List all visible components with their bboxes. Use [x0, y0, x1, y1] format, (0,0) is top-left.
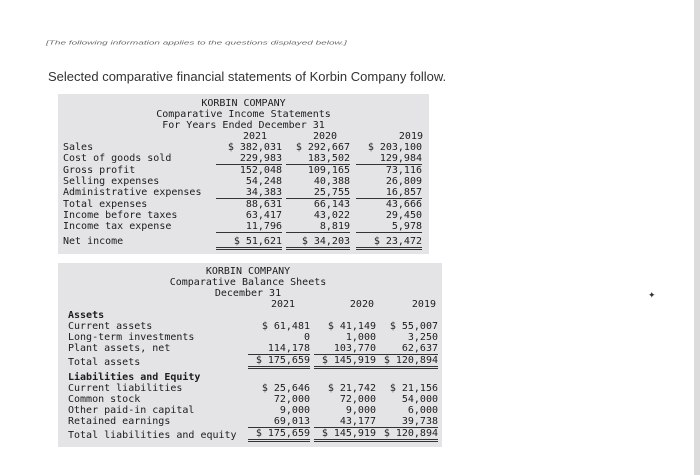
income-value: 129,984 [356, 153, 422, 165]
income-value: 43,666 [385, 199, 422, 210]
balance-value: $ 25,646 [261, 383, 310, 394]
income-value: 34,383 [216, 187, 282, 199]
balance-value: 0 [303, 332, 310, 343]
balance-row-label: Other paid-in capital [68, 405, 195, 416]
balance-value: $ 175,659 [248, 355, 310, 369]
income-value: 8,819 [286, 221, 350, 233]
income-value: $ 23,472 [356, 236, 422, 250]
income-value: 26,809 [385, 176, 422, 187]
income-value: 43,022 [313, 210, 350, 221]
balance-value: 69,013 [248, 416, 310, 428]
balance-row-label: Current assets [68, 321, 153, 332]
balance-value: 3,250 [407, 332, 438, 343]
income-value: 25,755 [286, 187, 350, 199]
income-value: 54,248 [245, 176, 282, 187]
balance-row-label: Plant assets, net [68, 343, 171, 354]
income-year-2020: 2020 [312, 131, 338, 142]
income-row-label: Gross profit [63, 165, 136, 176]
income-row-label: Cost of goods sold [63, 153, 172, 164]
balance-row-label: Retained earnings [68, 416, 171, 427]
income-year-2021: 2021 [242, 131, 268, 142]
balance-value: 9,000 [279, 405, 310, 416]
income-value: $ 34,203 [286, 236, 350, 250]
income-statement-subtitle: For Years Ended December 31 [162, 120, 325, 131]
income-value: 183,502 [286, 153, 350, 165]
balance-value: $ 120,894 [376, 428, 438, 442]
balance-value: 9,000 [345, 405, 376, 416]
cut-off-instruction-text: [The following information applies to the questions displayed below.] [46, 40, 347, 47]
balance-value: 6,000 [407, 405, 438, 416]
income-row-label: Selling expenses [63, 176, 160, 187]
balance-company-name: KORBIN COMPANY [205, 266, 291, 277]
balance-value: $ 145,919 [314, 355, 376, 369]
balance-sheet-title: Comparative Balance Sheets [169, 277, 327, 288]
income-value: $ 203,100 [367, 142, 422, 153]
balance-value: $ 145,919 [314, 428, 376, 442]
income-company-name: KORBIN COMPANY [201, 98, 286, 109]
income-value: 109,165 [307, 165, 350, 176]
balance-value: 39,738 [376, 416, 438, 428]
income-value: 29,450 [385, 210, 422, 221]
balance-value: 114,178 [248, 343, 310, 355]
income-value: 40,388 [313, 176, 350, 187]
balance-row-label: Common stock [68, 394, 141, 405]
balance-value: $ 61,481 [261, 321, 310, 332]
balance-value: $ 21,156 [389, 383, 438, 394]
income-year-2019: 2019 [398, 131, 423, 142]
income-row-label: Sales [63, 142, 94, 153]
income-value: 63,417 [245, 210, 282, 221]
income-statement-title: Comparative Income Statements [156, 109, 331, 120]
balance-value: 62,637 [376, 343, 438, 355]
income-row-label: Income tax expense [63, 221, 172, 232]
balance-year-2021: 2021 [270, 299, 296, 310]
liabilities-equity-heading: Liabilities and Equity [68, 372, 201, 383]
income-value: $ 51,621 [216, 236, 282, 250]
balance-row-label: Total assets [68, 357, 141, 368]
assets-heading: Assets [68, 310, 105, 321]
balance-value: 72,000 [339, 394, 376, 405]
balance-sheet-subtitle: December 31 [214, 288, 282, 299]
balance-value: 43,177 [314, 416, 376, 428]
income-row-label: Administrative expenses [63, 187, 202, 198]
balance-value: 103,770 [314, 343, 376, 355]
income-statement-panel [58, 94, 429, 254]
balance-value: $ 120,894 [376, 355, 438, 369]
income-row-label: Total expenses [63, 199, 148, 210]
balance-value: 54,000 [401, 394, 438, 405]
income-value: 73,116 [385, 165, 422, 176]
balance-row-label: Total liabilities and equity [68, 430, 237, 441]
income-value: 229,983 [216, 153, 282, 165]
pointer-cursor-icon: ✦ [648, 290, 656, 300]
income-row-label: Net income [63, 236, 124, 247]
income-value: 152,048 [239, 165, 282, 176]
income-value: 66,143 [313, 199, 350, 210]
balance-row-label: Long-term investments [68, 332, 195, 343]
balance-value: $ 175,659 [248, 428, 310, 442]
balance-year-2020: 2020 [349, 299, 374, 310]
income-row-label: Income before taxes [63, 210, 178, 221]
balance-row-label: Current liabilities [68, 383, 183, 394]
income-value: $ 292,667 [295, 142, 350, 153]
income-value: 11,796 [216, 221, 282, 233]
balance-value: $ 41,149 [327, 321, 376, 332]
income-value: 88,631 [245, 199, 282, 210]
intro-text: Selected comparative financial statements of Korbin Company follow. [48, 69, 447, 84]
balance-value: $ 55,007 [389, 321, 438, 332]
balance-value: 72,000 [273, 394, 310, 405]
income-value: 5,978 [356, 221, 422, 233]
balance-year-2019: 2019 [411, 299, 436, 310]
income-value: $ 382,031 [227, 142, 282, 153]
balance-value: $ 21,742 [327, 383, 376, 394]
right-edge-shadow [694, 0, 700, 475]
income-value: 16,857 [356, 187, 422, 199]
balance-sheet-panel [58, 263, 442, 447]
balance-value: 1,000 [345, 332, 376, 343]
